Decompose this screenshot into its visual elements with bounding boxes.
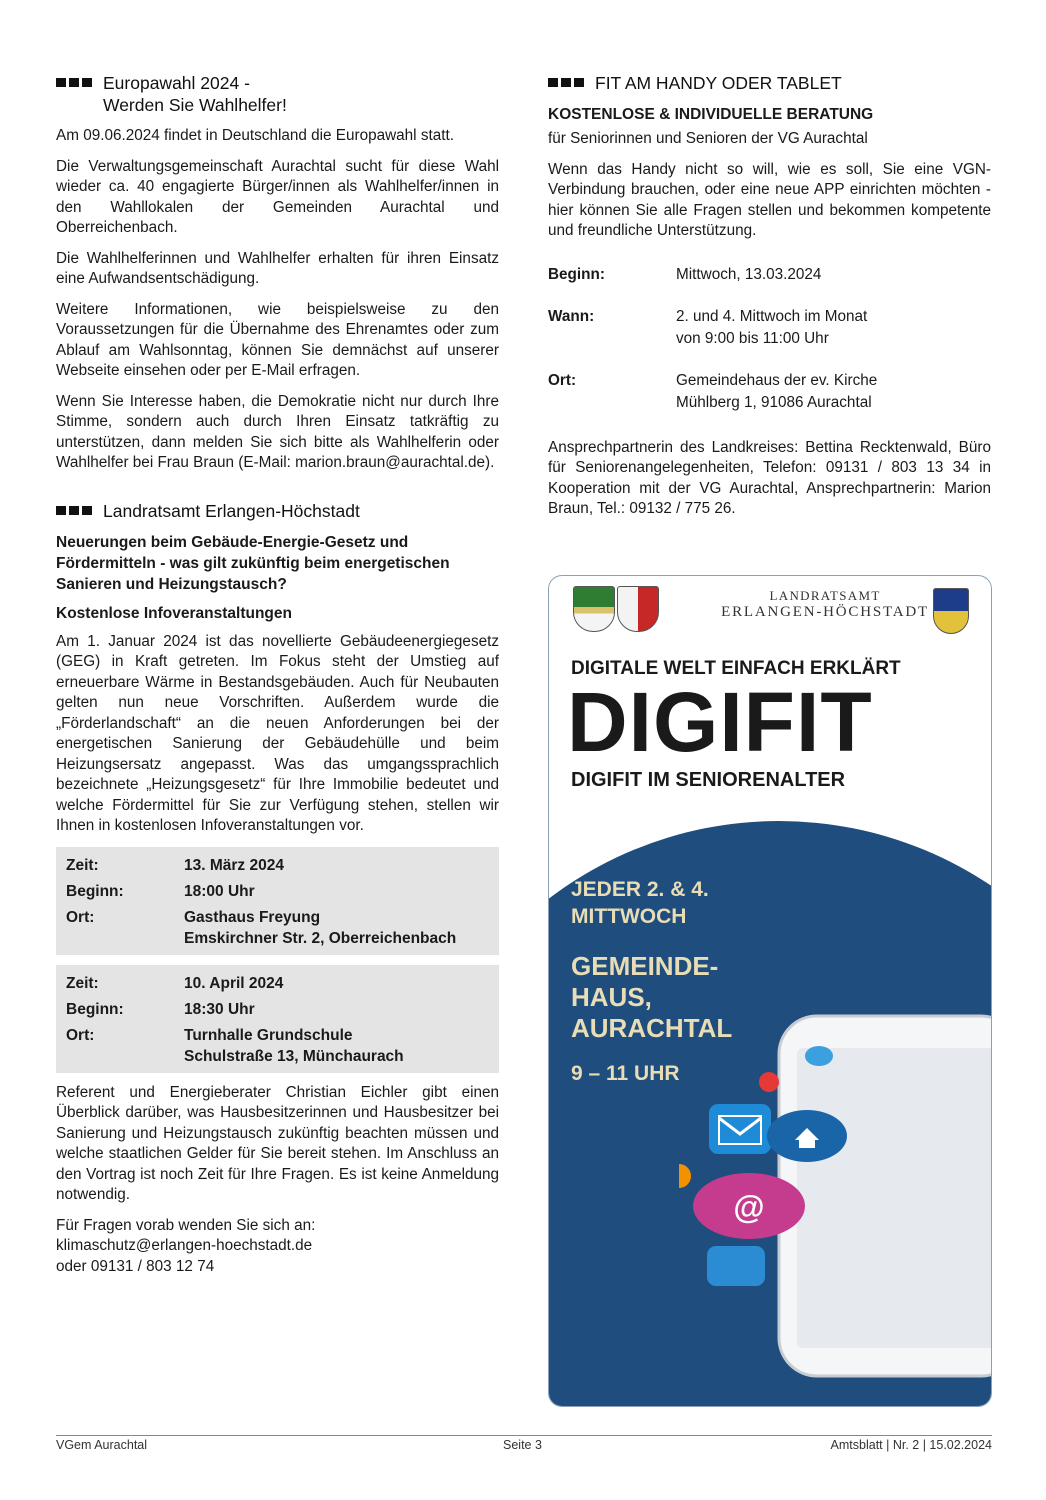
europawahl-paragraph: Die Verwaltungsgemeinschaft Aurachtal sucht für diese Wahl wieder ca. 40 engagierte Bürger/innen als Wahlhelfer/innen in den Wahllokalen der Gemeinden Aurachtal und Oberreichenbach. [56, 157, 499, 236]
europawahl-title-1: Europawahl 2024 - [103, 73, 250, 93]
landratsamt-title: Landratsamt Erlangen-Höchstadt [103, 500, 360, 521]
fit-ort-address: Mühlberg 1, 91086 Aurachtal [676, 393, 872, 411]
poster-time: 9 – 11 UHR [571, 1062, 680, 1085]
europawahl-paragraph: Am 09.06.2024 findet in Deutschland die Europawahl statt. [56, 127, 454, 144]
fit-beginn-value: Mittwoch, 13.03.2024 [676, 265, 822, 283]
smartphone-illustration [679, 996, 992, 1396]
footer-issue: Amtsblatt | Nr. 2 | 15.02.2024 [830, 1438, 992, 1452]
event-label: Beginn: [66, 1000, 124, 1018]
landratsamt-paragraph: Am 1. Januar 2024 ist das novellierte Gebäudeenergiegesetz (GEG) in Kraft getreten. Im Fokus steht der Umstieg auf erneuerbare Wärme in Bestandsgebäuden. Auch für Neubauten gelten nun neue Vorschriften. Außerdem wurde die „Förderlandschaft“ an die neuen Anforderungen bei der energetischen Sanierung der Gebäudehülle und beim Heizungsersatz angepasst. Was das umgangssprachlich bezeichnete „Heizungsgesetz“ für Ihre Immobilie bedeutet und welche Fördermittel für Sie zur Verfügung stehen, stellen wir Ihnen in kostenlosen Infoveranstaltungen vor. [56, 632, 499, 834]
poster-title: DIGIFIT [567, 675, 873, 769]
contact-line: Für Fragen vorab wenden Sie sich an: [56, 1216, 316, 1234]
poster-where-line: HAUS, [571, 982, 652, 1012]
poster-when-line: JEDER 2. & 4. [571, 878, 709, 901]
europawahl-paragraph: Die Wahlhelferinnen und Wahlhelfer erhalten für ihren Einsatz eine Aufwandsentschädigung. [56, 249, 499, 287]
contact-block [56, 1216, 499, 1278]
section-bullet-icon [56, 506, 92, 515]
fit-label: Beginn: [548, 265, 605, 283]
fit-label: Wann: [548, 307, 595, 325]
poster-where-line: AURACHTAL [571, 1013, 733, 1043]
district-crest-icon [933, 588, 969, 634]
event-venue: Turnhalle Grundschule [184, 1026, 353, 1044]
event-time: 18:00 Uhr [184, 882, 255, 900]
footer-page-number: Seite 3 [503, 1438, 542, 1452]
poster-issuer-line: LANDRATSAMT [769, 588, 881, 603]
europawahl-title-2: Werden Sie Wahlhelfer! [103, 95, 287, 115]
europawahl-paragraph: Wenn Sie Interesse haben, die Demokratie nicht nur durch Ihre Stimme, sondern auch durch Ihren Einsatz tatkräftig zu unterstützen, dann melden Sie sich bitte als Wahlhelferin oder Wahlhelfer bei Frau Braun (E-Mail: marion.braun@aurachtal.de). [56, 392, 499, 471]
right-column [548, 72, 991, 530]
event-label: Ort: [66, 1026, 95, 1044]
poster-when [571, 876, 709, 930]
fit-subhead: KOSTENLOSE & INDIVIDUELLE BERATUNG [548, 106, 874, 123]
fit-beginn-row [548, 264, 991, 286]
poster-issuer [721, 588, 929, 621]
contact-email-link[interactable]: klimaschutz@erlangen-hoechstadt.de [56, 1237, 313, 1254]
fit-contact-paragraph: Ansprechpartnerin des Landkreises: Bettina Recktenwald, Büro für Seniorenangelegenheiten, Telefon: 09131 / 803 13 34 in Kooperation mit der VG Aurachtal, Ansprechpartnerin: Marion Braun, Tel.: 09132 / 775 26. [548, 438, 991, 517]
event-address: Schulstraße 13, Münchaurach [184, 1047, 404, 1065]
section-bullet-icon [56, 78, 92, 87]
event-date: 13. März 2024 [184, 856, 284, 874]
landratsamt-heading [56, 500, 499, 522]
mail-small-icon [679, 1164, 691, 1188]
event-address: Emskirchner Str. 2, Oberreichenbach [184, 929, 457, 947]
event-date: 10. April 2024 [184, 974, 284, 992]
contact-phone: oder 09131 / 803 12 74 [56, 1257, 215, 1275]
digifit-poster [548, 575, 992, 1407]
poster-when-line: MITTWOCH [571, 905, 687, 928]
fit-wann-value: 2. und 4. Mittwoch im Monat [676, 307, 868, 325]
fit-heading [548, 72, 991, 94]
poster-tagline: DIGITALE WELT EINFACH ERKLÄRT [571, 658, 901, 679]
event-venue: Gasthaus Freyung [184, 908, 321, 926]
chat-icon [805, 1046, 833, 1066]
fit-label: Ort: [548, 371, 577, 389]
event-box-2 [56, 965, 499, 1073]
fit-ort-value: Gemeindehaus der ev. Kirche [676, 371, 878, 389]
event-label: Ort: [66, 908, 95, 926]
svg-text:@: @ [733, 1189, 765, 1225]
municipal-crests [573, 586, 659, 632]
event-label: Zeit: [66, 974, 99, 992]
event-label: Zeit: [66, 856, 99, 874]
poster-price-line: & individuell [571, 1368, 708, 1394]
landratsamt-subhead: Kostenlose Infoveranstaltungen [56, 604, 292, 622]
left-column [56, 72, 499, 1277]
europawahl-paragraph: Weitere Informationen, wie beispielsweise zu den Voraussetzungen für die Übernahme des Ehrenamtes oder zum Ablauf am Wahlsonntag, können Sie demnächst auf unserer Webseite einsehen oder per E-Mail erfragen. [56, 300, 499, 379]
europawahl-heading [56, 72, 499, 116]
wifi-icon [707, 1246, 765, 1286]
poster-issuer-line: ERLANGEN-HÖCHSTADT [721, 604, 929, 620]
crest-icon [617, 586, 659, 632]
fit-title: FIT AM HANDY ODER TABLET [595, 73, 842, 93]
poster-price-line: Kostenlos [571, 1338, 683, 1364]
fit-ort-row [548, 370, 991, 414]
fit-wann-time: von 9:00 bis 11:00 Uhr [676, 329, 829, 347]
poster-subtitle: DIGIFIT IM SENIORENALTER [571, 769, 846, 791]
fit-paragraph: Wenn das Handy nicht so will, wie es soll, Sie eine VGN-Verbindung brauchen, oder eine neue APP einrichten möchten - hier können Sie alle Fragen stellen und bekommen kompetente und freundliche Unterstützung. [548, 160, 991, 239]
fit-target: für Seniorinnen und Senioren der VG Aurachtal [548, 130, 868, 147]
landratsamt-paragraph: Referent und Energieberater Christian Eichler gibt einen Überblick darüber, was Hausbesitzerinnen und Hausbesitzer bei Sanierung und Heizungstausch zukünftig beachten müssen und welche staatlichen Gelder für Sie bereit stehen. Im Anschluss an den Vortrag ist noch Zeit für Ihre Fragen. Es ist keine Anmeldung notwendig. [56, 1083, 499, 1203]
landratsamt-headline: Neuerungen beim Gebäude-Energie-Gesetz und Fördermitteln - was gilt zukünftig beim energetischen Sanieren und Heizungstausch? [56, 533, 450, 593]
event-time: 18:30 Uhr [184, 1000, 255, 1018]
footer-publisher: VGem Aurachtal [56, 1438, 148, 1452]
event-label: Beginn: [66, 882, 124, 900]
poster-where-line: GEMEINDE- [571, 951, 719, 981]
crest-icon [573, 586, 615, 632]
section-bullet-icon [548, 78, 584, 87]
footer-divider [56, 1435, 992, 1436]
poster-price [571, 1336, 708, 1396]
wifi-small-icon [759, 1072, 779, 1092]
event-box-1 [56, 847, 499, 955]
fit-wann-row [548, 306, 991, 350]
